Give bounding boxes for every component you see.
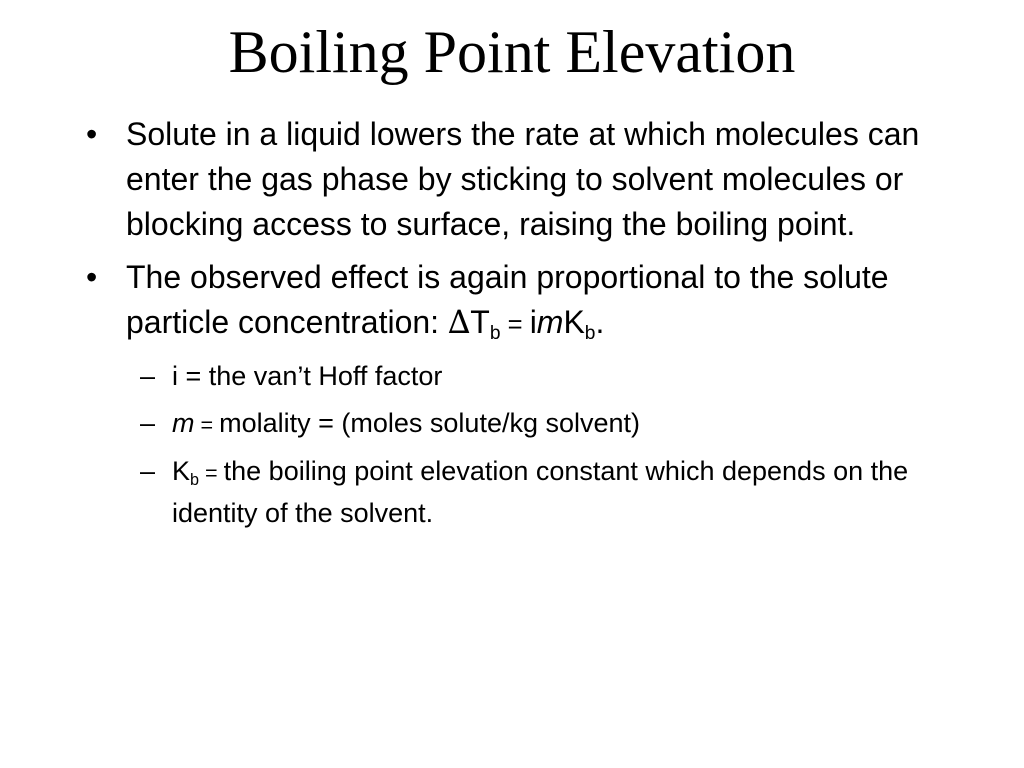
bullet-item [86, 255, 936, 348]
formula-K-subscript: b [584, 322, 596, 344]
dash-mark: – [140, 408, 156, 438]
kb-symbol: K [172, 456, 191, 486]
dash-mark: – [140, 456, 156, 486]
bullet-text: The observed effect is again proportional to the solute particle concentration: [126, 259, 889, 340]
bullet-mark: • [86, 116, 98, 152]
formula-K: K [563, 304, 585, 340]
bullet-mark: • [86, 259, 98, 295]
sub-bullet-item [86, 356, 936, 397]
formula-m: m [536, 304, 564, 340]
bullet-text: Solute in a liquid lowers the rate at which molecules can enter the gas phase by sticking to solvent molecules or blocking access to surface, raising the boiling point. [126, 116, 920, 242]
kb-subscript: b [190, 470, 200, 489]
sub-bullet-item [86, 403, 936, 445]
sub-bullet-text: i = the van’t Hoff factor [172, 361, 443, 391]
slide-title: Boiling Point Elevation [228, 19, 796, 85]
formula-equals: = [500, 311, 530, 339]
equals-sign: = [194, 412, 220, 437]
sub-bullet-item [86, 451, 936, 534]
sub-bullet-text: the boiling point elevation constant which depends on the identity of the solvent. [172, 456, 909, 528]
bullet-item [86, 112, 936, 247]
formula-T-subscript: b [489, 322, 501, 344]
formula-T: T [470, 304, 490, 340]
formula-period: . [595, 304, 605, 340]
molality-symbol: m [172, 408, 195, 438]
formula-i: i [529, 304, 537, 340]
dash-mark: – [140, 361, 156, 391]
sub-bullet-text: molality = (moles solute/kg solvent) [219, 408, 641, 438]
delta-symbol: ∆ [447, 303, 471, 341]
equals-sign: = [199, 460, 224, 485]
slide-body [86, 112, 936, 540]
